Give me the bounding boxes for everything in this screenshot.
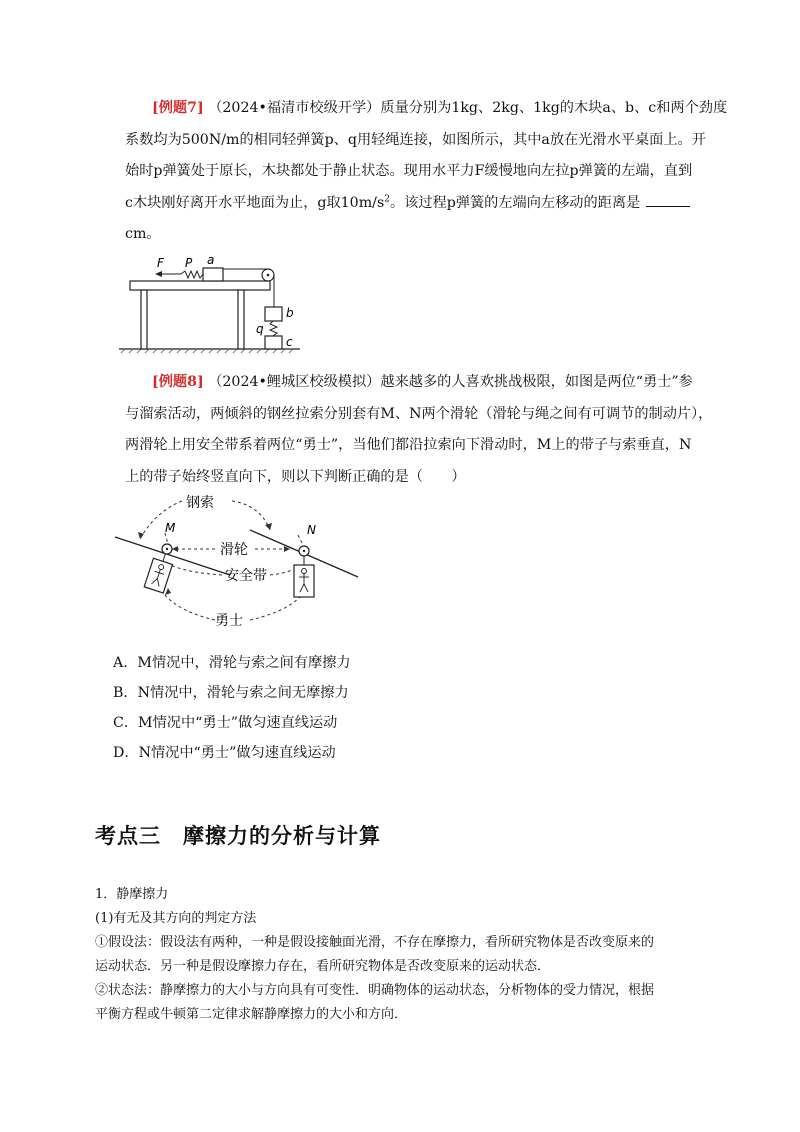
- label-c: c: [286, 335, 293, 349]
- section-line-5: ②状态法：静摩擦力的大小与方向具有可变性．明确物体的运动状态，分析物体的受力情况，根据: [95, 983, 655, 998]
- q7-line5: cm。: [125, 226, 161, 242]
- q7-source: （2024•福清市校级开学）: [208, 100, 381, 116]
- q8-tag: [例题8]: [152, 374, 204, 390]
- option-d[interactable]: D．N情况中“勇士”做匀速直线运动: [113, 745, 336, 761]
- section-line-6: 平衡方程或牛顿第二定律求解静摩擦力的大小和方向．: [95, 1007, 408, 1022]
- label-a: a: [207, 253, 215, 267]
- section-title: 摩擦力的分析与计算: [183, 824, 381, 848]
- label-P: P: [185, 256, 193, 270]
- label-pulley: 滑轮: [220, 542, 248, 558]
- section-heading: [95, 820, 381, 850]
- option-c[interactable]: C．M情况中“勇士”做匀速直线运动: [113, 715, 338, 731]
- option-a[interactable]: A．M情况中，滑轮与索之间有摩擦力: [113, 655, 351, 671]
- label-b: b: [286, 306, 294, 320]
- q8-line4: 上的带子始终竖直向下，则以下判断正确的是（ ）: [125, 468, 466, 485]
- q8-line1: [例题8] （2024•鲤城区校级模拟）越来越多的人喜欢挑战极限，如图是两位“勇士”参: [152, 374, 693, 390]
- section-line-1: 1．静摩擦力: [95, 887, 169, 902]
- q7-line4: c木块刚好离开水平地面为止，g取$10m/s^2$。该过程p弹簧的左端向左移动的距离是: [125, 188, 741, 220]
- label-warrior: 勇士: [215, 613, 243, 629]
- q8-line3: 两滑轮上用安全带系着两位“勇士”，当他们都沿拉索向下滑动时，M上的带子与索垂直，N: [125, 437, 692, 453]
- q7-text: [125, 93, 741, 251]
- section-line-3: ①假设法：假设法有两种，一种是假设接触面光滑，不存在摩擦力，看所研究物体是否改变原来的: [95, 935, 655, 950]
- q8-figure: [110, 487, 370, 637]
- label-cable: 钢索: [186, 495, 214, 511]
- label-F: F: [157, 256, 164, 270]
- section-line-2: (1)有无及其方向的判定方法: [95, 911, 257, 926]
- q7-figure: [115, 250, 305, 360]
- answer-blank[interactable]: [646, 192, 690, 207]
- q7-line2: 系数均为500N/m的相同轻弹簧p、q用轻绳连接，如图所示，其中a放在光滑水平桌面上。开: [125, 131, 706, 148]
- q8-source: （2024•鲤城区校级模拟）: [208, 374, 381, 390]
- q7-line1: [例题7] （2024•福清市校级开学）质量分别为1kg、2kg、1kg的木块a、b、c和两个劲度: [152, 100, 728, 116]
- option-b[interactable]: B．N情况中，滑轮与索之间无摩擦力: [113, 685, 349, 701]
- section-number: 考点三: [95, 824, 161, 848]
- label-N: N: [307, 523, 316, 537]
- q7-tag: [例题7]: [152, 100, 204, 116]
- q8-line2: 与溜索活动，两倾斜的钢丝拉索分别套有M、N两个滑轮（滑轮与绳之间有可调节的制动片），: [125, 405, 713, 422]
- label-belt: 安全带: [225, 568, 267, 584]
- q7-line3: 始时p弹簧处于原长，木块都处于静止状态。现用水平力F缓慢地向左拉p弹簧的左端，直到: [125, 163, 693, 179]
- q8-text: [125, 367, 741, 493]
- label-M: M: [165, 521, 176, 535]
- section-line-4: 运动状态．另一种是假设摩擦力存在，看所研究物体是否改变原来的运动状态．: [95, 959, 551, 974]
- label-q: q: [256, 322, 264, 336]
